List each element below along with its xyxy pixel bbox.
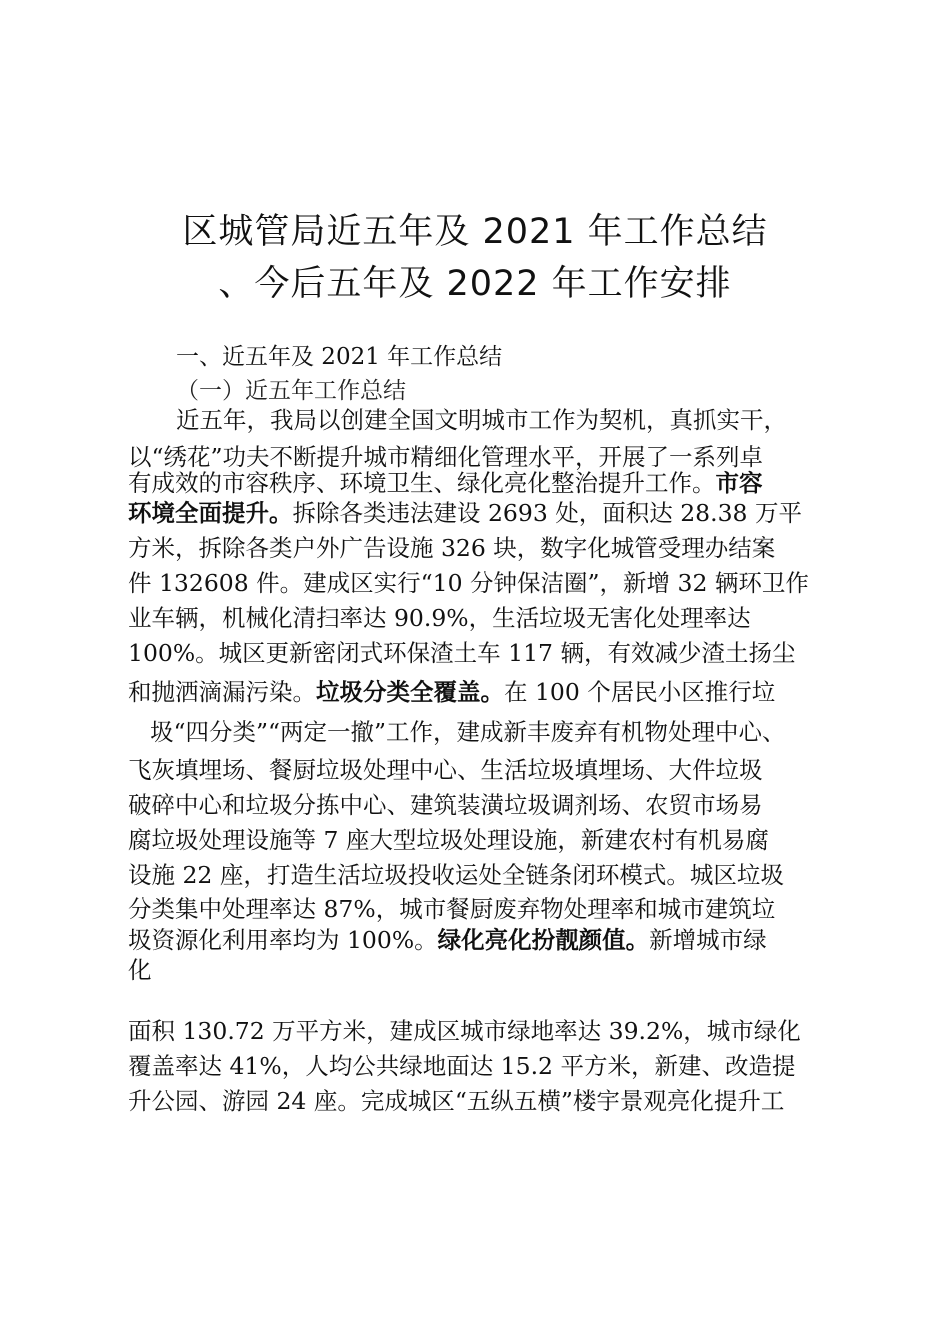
body-line bbox=[128, 468, 763, 498]
body-line bbox=[128, 498, 802, 528]
body-text: 圾资源化利用率均为 100%。 bbox=[128, 926, 438, 954]
body-line: 业车辆，机械化清扫率达 90.9%，生活垃圾无害化处理率达 bbox=[128, 604, 751, 632]
body-line: 腐垃圾处理设施等 7 座大型垃圾处理设施，新建农村有机易腐 bbox=[128, 826, 769, 854]
bold-phrase: 绿化亮化扮靓颜值。 bbox=[437, 926, 650, 954]
body-line: 圾“四分类”“两定一撤”工作，建成新丰废弃有机物处理中心、 bbox=[150, 718, 786, 746]
body-text: 有成效的市容秩序、环境卫生、绿化亮化整治提升工作。 bbox=[128, 469, 716, 497]
body-line: 升公园、游园 24 座。完成城区“五纵五横”楼宇景观亮化提升工 bbox=[128, 1087, 785, 1115]
body-line: 化 bbox=[128, 956, 152, 984]
section-subheading: （一）近五年工作总结 bbox=[176, 378, 406, 404]
body-line: 覆盖率达 41%，人均公共绿地面达 15.2 平方米，新建、改造提 bbox=[128, 1052, 796, 1080]
body-line: 分类集中处理率达 87%，城市餐厨废弃物处理率和城市建筑垃 bbox=[128, 895, 776, 923]
body-line: 近五年，我局以创建全国文明城市工作为契机，真抓实干， bbox=[176, 406, 787, 434]
body-line: 面积 130.72 万平方米，建成区城市绿地率达 39.2%，城市绿化 bbox=[128, 1017, 801, 1045]
body-line: 破碎中心和垃圾分拣中心、建筑装潢垃圾调剂场、农贸市场易 bbox=[128, 791, 763, 819]
bold-phrase: 环境全面提升。 bbox=[128, 499, 293, 527]
body-line: 飞灰填埋场、餐厨垃圾处理中心、生活垃圾填埋场、大件垃圾 bbox=[128, 756, 763, 784]
body-line bbox=[128, 677, 775, 707]
document-title-line-2: 、今后五年及 2022 年工作安排 bbox=[218, 264, 732, 304]
body-line: 件 132608 件。建成区实行“10 分钟保洁圈”，新增 32 辆环卫作 bbox=[128, 569, 809, 597]
body-text: 拆除各类违法建设 2693 处，面积达 28.38 万平 bbox=[292, 499, 802, 527]
body-line: 以“绣花”功夫不断提升城市精细化管理水平，开展了一系列卓 bbox=[128, 443, 764, 471]
body-line bbox=[128, 925, 767, 955]
bold-phrase: 垃圾分类全覆盖。 bbox=[316, 678, 504, 706]
body-line: 100%。城区更新密闭式环保渣土车 117 辆，有效减少渣土扬尘 bbox=[128, 639, 796, 667]
document-title-line-1: 区城管局近五年及 2021 年工作总结 bbox=[182, 212, 768, 252]
body-text: 新增城市绿 bbox=[649, 926, 767, 954]
body-text: 和抛洒滴漏污染。 bbox=[128, 678, 316, 706]
body-line: 设施 22 座，打造生活垃圾投收运处全链条闭环模式。城区垃圾 bbox=[128, 861, 784, 889]
body-line: 方米，拆除各类户外广告设施 326 块，数字化城管受理办结案 bbox=[128, 534, 776, 562]
bold-phrase: 市容 bbox=[715, 469, 763, 497]
body-text: 在 100 个居民小区推行垃 bbox=[504, 678, 776, 706]
section-heading: 一、近五年及 2021 年工作总结 bbox=[176, 344, 503, 370]
